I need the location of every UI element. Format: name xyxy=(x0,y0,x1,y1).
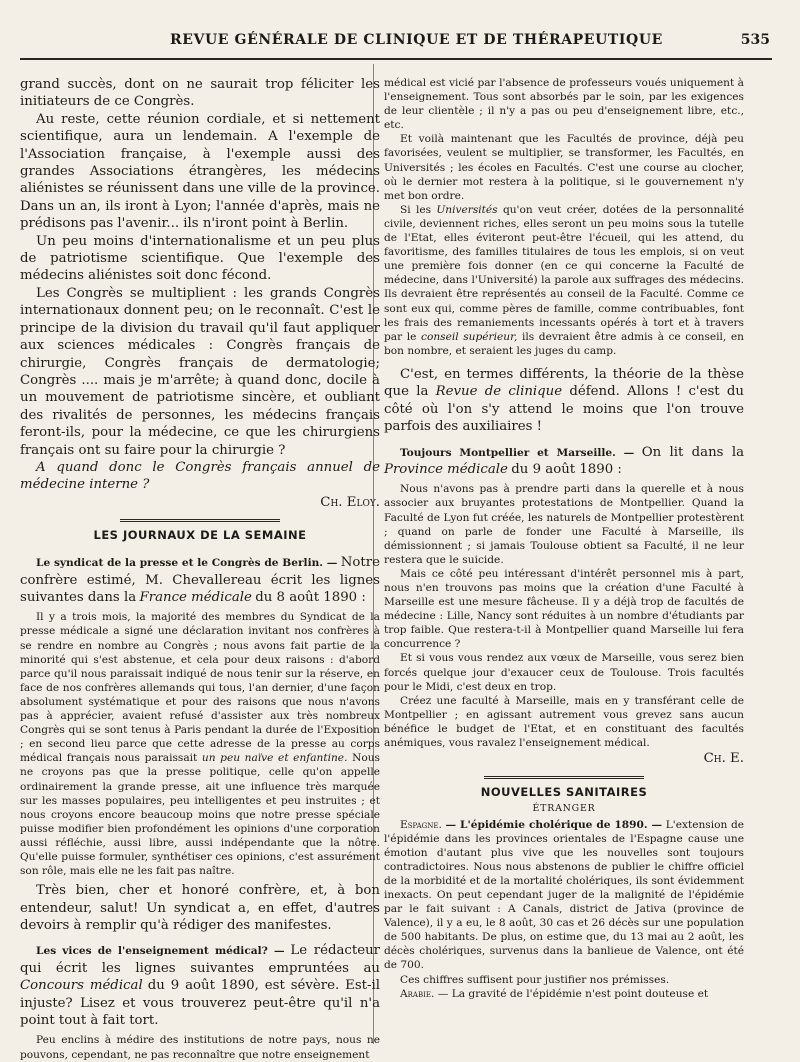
paragraph: Un peu moins d'internationalisme et un peu plus de patriotisme scientifique. Que l'exemple des médecins aliénistes soit donc fécond. xyxy=(20,233,380,284)
news-text: — La gravité de l'épidémie n'est point douteuse et xyxy=(437,987,709,1000)
quoted-paragraph: Mais ce côté peu intéressant d'intérêt personnel mis à part, nous n'en trouvons pas moins que la création d'une Faculté à Marseille est une mesure fâcheuse. Il y a déjà trop de facultés de médecine : Lille, Nancy sont réduites à un nombre d'étudiants par trop faible. Que restera-t-il à Montpellier quand Marseille lui fera concurrence ? xyxy=(384,567,744,651)
paragraph: Très bien, cher et honoré confrère, et, à bon entendeur, salut! Un syndicat a, en effet, d'autres devoirs à remplir qu'à rédiger des manifestes. xyxy=(20,883,380,933)
section-rule xyxy=(484,776,644,779)
running-header xyxy=(20,30,782,58)
paragraph xyxy=(20,459,380,494)
quote-text: Nous ne croyons pas que la presse politique, celle qu'on appelle ordinairement la grande presse, ait une influence très marquée sur les masses populaires, peu intelligentes et peu instruites ; et nous croyons encore beaucoup moins que notre presse spéciale puisse modifier bien profondément les opinions d'une corporation aussi réfléchie, aussi libre, aussi indépendante que la nôtre. Qu'elle puisse formuler, synthétiser ces opinions, c'est assurément son rôle, mais elle ne les fait pas naître. xyxy=(20,752,380,878)
journal-name: Revue de clinique xyxy=(435,384,563,400)
section-title: NOUVELLES SANITAIRES xyxy=(480,784,648,799)
quote-text: ils devraient être admis à ce conseil, en bon nombre, et seraient les juges du camp. xyxy=(384,330,744,357)
quoted-paragraph xyxy=(384,203,744,358)
quoted-paragraph xyxy=(20,610,380,878)
article-intro-text: On lit dans la xyxy=(641,444,744,460)
comment-text: C'est, en termes différents, la théorie de la thèse que la xyxy=(384,366,744,400)
news-country: Arabie. xyxy=(400,987,435,1000)
article-heading: Le syndicat de la presse et le Congrès de Berlin. — xyxy=(36,557,338,570)
journal-name: Province médicale xyxy=(384,461,508,477)
section-title: LES JOURNAUX DE LA SEMAINE xyxy=(93,528,307,543)
quoted-paragraph: Et si vous vous rendez aux vœux de Marseille, vous serez bien forcés quelque jour d'exaucer ceux de Toulouse. Trois facultés pour le Midi, c'est deux en trop. xyxy=(384,652,744,693)
article-intro xyxy=(20,554,380,606)
article-intro-text: du 9 août 1890, est sévère. Est-il injuste? Lisez et vous trouverez peut-être qu'il n'a point tout à fait tort. xyxy=(20,978,380,1028)
article-intro-text: Notre confrère estimé, M. Chevallereau écrit les lignes suivantes dans la xyxy=(20,555,380,605)
quote-text: Si les xyxy=(400,203,432,216)
quoted-paragraph: Créez une faculté à Marseille, mais en y transférant celle de Montpellier ; en agissant autrement vous grevez sans aucun bénéfice le budget de l'Etat, et en constituant des facultés anémiques, vous ravalez l'enseignement médical. xyxy=(384,694,744,749)
signature: Ch. Eloy. xyxy=(320,494,380,510)
article-heading: Les vices de l'enseignement médical? — xyxy=(36,945,285,958)
quoted-paragraph: Peu enclins à médire des institutions de notre pays, nous ne pouvons, cependant, ne pas reconnaître que notre enseignement xyxy=(20,1034,380,1061)
paragraph: Au reste, cette réunion cordiale, et si nettement scientifique, aura un lendemain. A l'exemple de l'Association française, à l'exemple aussi des grandes Associations étrangères, les médecins aliénistes se réunissent dans une ville de la province. Dans un an, ils iront à Lyon; l'année d'après, mais ne prédisons pas l'avenir... ils n'iront point à Berlin. xyxy=(20,111,380,232)
article-intro-text: du 9 août 1890 : xyxy=(511,461,622,477)
section-rule xyxy=(120,519,280,522)
signature: Ch. E. xyxy=(703,751,744,767)
quoted-paragraph: Et voilà maintenant que les Facultés de province, déjà peu favorisées, veulent se multiplier, se transformer, les Facultés, en Universités ; les écoles en Facultés. C'est une course au clocher, où le dernier mot restera à la politique, si le gouvernement n'y met bon ordre. xyxy=(384,133,744,202)
paragraph: grand succès, dont on ne saurait trop féliciter les initiateurs de ce Congrès. xyxy=(20,77,380,110)
section-subtitle: ÉTRANGER xyxy=(532,802,596,814)
article-heading: Toujours Montpellier et Marseille. — xyxy=(400,446,635,459)
header-rule xyxy=(20,58,772,60)
news-text: L'extension de l'épidémie dans les provinces orientales de l'Espagne cause une émotion d'autant plus vive que les nouvelles sont toujours contradictoires. Nous nous abstenons de publier le chiffre officiel de la morbidité et de la mortalité cholériques, ils sont évidemment inexacts. On peut cependant juger de la malignité de l'épidémie par le fait suivant : A Canals, district de Jativa (province de Valence), il y a eu, le 8 août, 30 cas et 26 décès sur une population de 500 habitants. De plus, on estime que, du 13 mai au 2 août, les décès cholériques, survenus dans la banlieue de Valence, ont été de 700. xyxy=(384,818,745,972)
quote-text: qu'on veut créer, dotées de la personnalité civile, deviennent riches, elles seront un peu moins sous la tutelle de l'Etat, elles éviteront peut-être l'écueil, qui les attend, du favoritisme, des familles titulaires de tous les emplois, si on veut une première fois donner (en ce qui concerne la Faculté de médecine, dans l'Université) la parole aux suffrages des médecins. Ils devraient être représentés au conseil de la Faculté. Comme ce sont eux qui, comme pères de famille, comme contribuables, font les frais des remaniements incessants opérés à tort et à travers par le xyxy=(384,203,744,343)
news-heading: — L'épidémie cholérique de 1890. — xyxy=(445,818,663,831)
paragraph xyxy=(384,366,744,436)
news-item: Ces chiffres suffisent pour justifier nos prémisses. xyxy=(400,973,670,986)
quoted-paragraph: médical est vicié par l'absence de professeurs voués uniquement à l'enseignement. Tous sont absorbés par le soin, par les exigences de leur clientèle ; il n'y a pas ou peu d'enseignement libre, etc., etc. xyxy=(384,77,744,132)
italic-closing: A quand donc le Congrès français annuel de médecine interne ? xyxy=(20,459,380,493)
journal-title: REVUE GÉNÉRALE DE CLINIQUE ET DE THÉRAPEUTIQUE xyxy=(170,32,663,48)
right-column xyxy=(384,76,744,1036)
left-column xyxy=(20,76,381,1061)
news-item xyxy=(384,987,744,1001)
quote-italic: conseil supérieur, xyxy=(421,330,518,343)
article-intro-text: Le rédacteur qui écrit les lignes suivantes empruntées au xyxy=(20,943,381,976)
quote-italic: un peu naïve et enfantine. xyxy=(201,752,348,765)
paragraph: Les Congrès se multiplient : les grands Congrès internationaux donnent peu; on le reconnaît. C'est le principe de la division du travail qu'il faut appliquer aux sciences médicales : Congrès français de chirurgie, Congrès français de dermatologie; Congrès .... mais je m'arrête; à quand donc, docile à un mouvement de patriotisme sincère, et oubliant des rivalités de personnes, les médecins français feront-ils, pour la médecine, ce que les chirurgiens français ont su faire pour la chirurgie ? xyxy=(20,285,380,458)
comment-text: défend. Allons ! c'est du côté où l'on s'y attend le moins que l'on trouve parfois des auxiliaires ! xyxy=(384,384,744,435)
article-intro xyxy=(20,942,380,1029)
page-number: 535 xyxy=(740,32,770,48)
article-intro-text: du 8 août 1890 : xyxy=(255,589,366,605)
news-country: Espagne. xyxy=(400,818,442,831)
quote-text: Il y a trois mois, la majorité des membres du Syndicat de la presse médicale a signé une déclaration invitant nos confrères à se rendre en nombre au Congrès ; nous avons fait partie de la minorité qui s'est abstenue, et cela pour deux raisons : d'abord parce qu'il nous paraissait indiqué de nous tenir sur la réserve, en face de nos confrères allemands qui tous, l'an dernier, d'une façon absolument systématique et pour des raisons que nous n'avons pas à apprécier, avaient refusé d'assister aux très nombreux Congrès qui se sont tenus à Paris pendant la durée de l'Exposition ; en second lieu parce que cette adresse de la presse au corps médical français nous paraissait xyxy=(20,611,380,765)
article-intro xyxy=(384,444,744,479)
news-item xyxy=(384,818,744,973)
journal-name: France médicale xyxy=(139,589,252,605)
quoted-paragraph: Nous n'avons pas à prendre parti dans la querelle et à nous associer aux bruyantes protestations de Montpellier. Quand la Faculté de Lyon fut créée, les naturels de Montpellier protestèrent ; quand on parle de fonder une Faculté à Marseille, ils démissionnent ; si jamais Toulouse obtient sa Faculté, il ne leur restera que le suicide. xyxy=(384,483,744,566)
quote-italic: Universités xyxy=(436,203,498,216)
journal-name: Concours médical xyxy=(20,978,143,994)
